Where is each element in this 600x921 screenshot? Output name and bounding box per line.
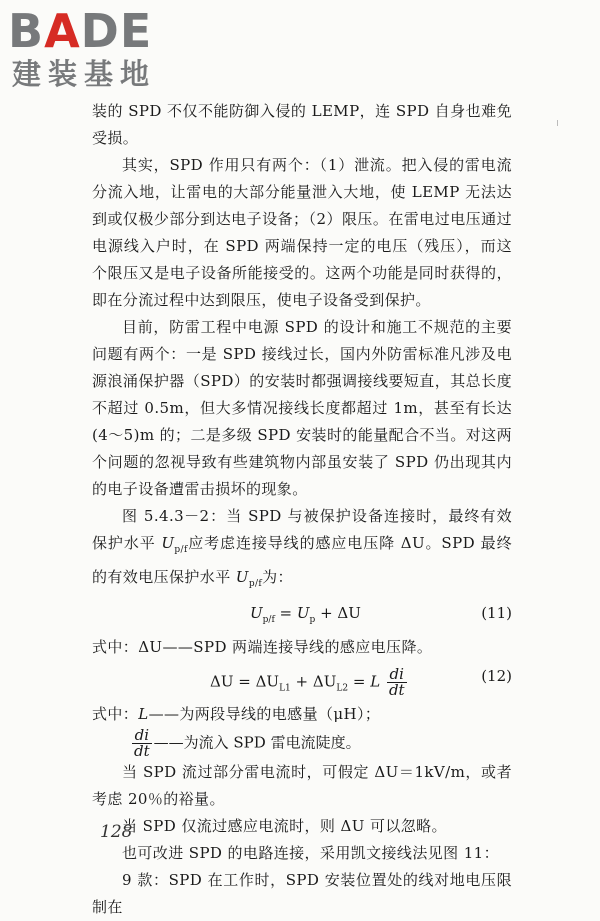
fraction-di-dt-note: $\frac{di}{dt}$ bbox=[134, 726, 150, 760]
paragraph-4: 图 5.4.3－2：当 SPD 与被保护设备连接时，最终有效保护水平 $U_{p/f}$应考虑连接导线的感应电压降 ΔU。SPD 最终的有效电压保护水平 $U_{p/f}$为： bbox=[92, 507, 512, 589]
paragraph-3: 目前，防雷工程中电源 SPD 的设计和施工不规范的主要问题有两个：一是 SPD 接线过长，国内外防雷标准凡涉及电源浪涌保护器（SPD）的安装时都强调接线要短直，其总长度不超过 0.5m，但大多情况接线长度都超过 1m，甚至有长达(4～5)m 的；二是多级 SPD 安装时的能量配合不当。对这两个问题的忽视导致有些建筑物内部虽安装了 SPD 仍出现其内的电子设备遭雷击损坏的现象。 bbox=[92, 318, 512, 498]
paragraph-6: 当 SPD 仅流过感应电流时，则 ΔU 可以忽略。 bbox=[122, 817, 447, 835]
where-note-2: 式中：L——为两段导线的电感量（μH）； bbox=[92, 705, 381, 723]
where-note-3: $\frac{di}{dt}$ ——为流入 SPD 雷电流陡度。 bbox=[134, 726, 361, 760]
equation-12-number: (12) bbox=[481, 667, 512, 685]
logo-accent-letter: A bbox=[44, 4, 81, 58]
where-note-1: 式中：ΔU——SPD 两端连接导线的感应电压降。 bbox=[92, 638, 433, 656]
page-body bbox=[92, 98, 512, 921]
logo-brand: BADE bbox=[8, 4, 153, 58]
equation-11 bbox=[92, 598, 512, 634]
equation-11-number: (11) bbox=[481, 604, 512, 622]
logo-subtitle: 建装基地 bbox=[12, 57, 157, 91]
equation-12-body: $\Delta U = \Delta U_{L1} + \Delta U_{L2} = L$ $\frac{di}{dt}$ bbox=[210, 665, 405, 699]
equation-11-body: $U_{p/f} = U_p + \Delta U$ bbox=[250, 604, 361, 625]
paragraph-5: 当 SPD 流过部分雷电流时，可假定 ΔU＝1kV/m，或者考虑 20％的裕量。 bbox=[92, 763, 512, 808]
equation-12 bbox=[92, 661, 512, 701]
page-edge-mark bbox=[557, 120, 558, 126]
paragraph-8: 9 款：SPD 在工作时，SPD 安装位置处的线对地电压限制在 bbox=[92, 871, 512, 916]
fraction-di-dt: $\frac{di}{dt}$ bbox=[388, 665, 405, 699]
paragraph-7: 也可改进 SPD 的电路连接，采用凯文接线法见图 11： bbox=[122, 844, 499, 862]
paragraph-1: 装的 SPD 不仅不能防御入侵的 LEMP，连 SPD 自身也难免受损。 bbox=[92, 102, 512, 147]
logo bbox=[8, 6, 178, 96]
paragraph-2: 其实，SPD 作用只有两个：（1）泄流。把入侵的雷电流分流入地，让雷电的大部分能量泄入大地，使 LEMP 无法达到或仅极少部分到达电子设备；（2）限压。在雷电过电压通过电源线入户时，在 SPD 两端保持一定的电压（残压），而这个限压又是电子设备所能接受的。这两个功能是同时获得的，即在分流过程中达到限压，使电子设备受到保护。 bbox=[92, 156, 512, 309]
page-number: 128 bbox=[100, 822, 133, 842]
